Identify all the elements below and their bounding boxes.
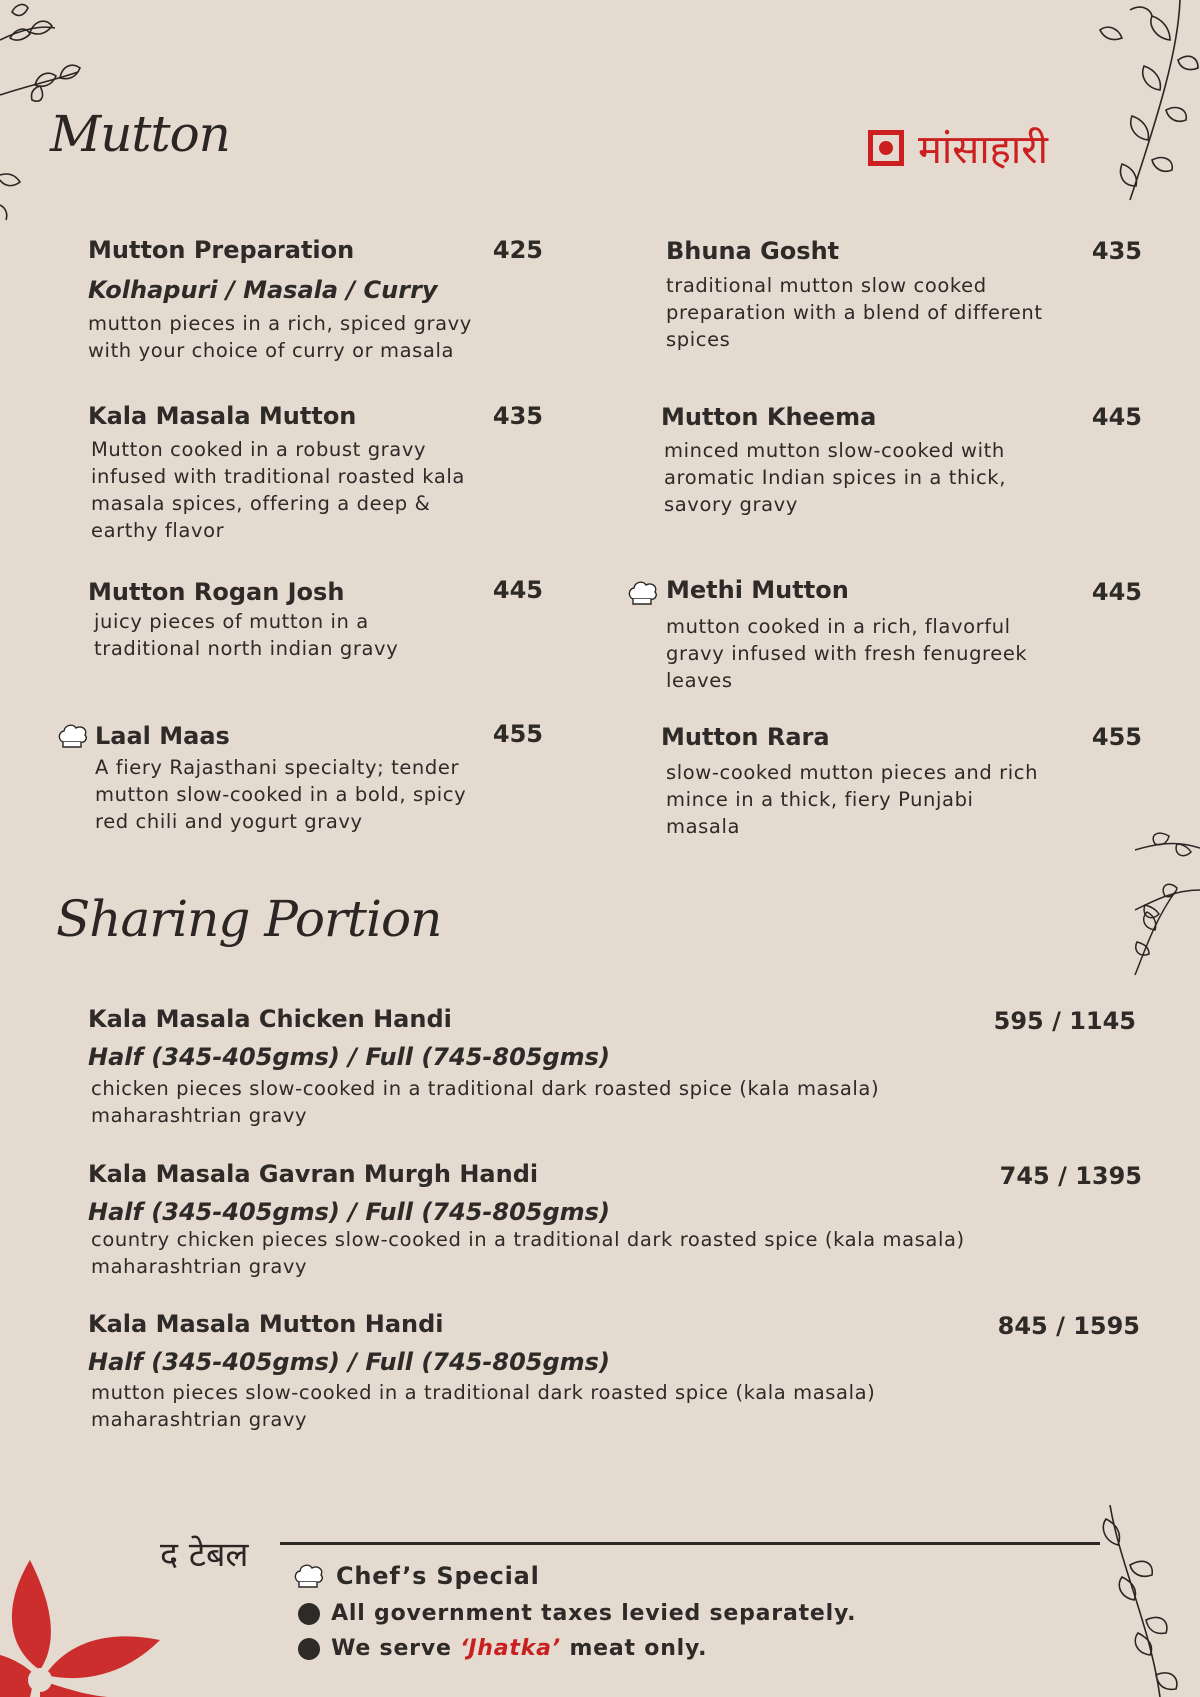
non-veg-badge bbox=[868, 120, 1048, 175]
note-meat-highlight: ‘Jhatka’ bbox=[460, 1636, 561, 1661]
item-description-line: mutton cooked in a rich, flavorful bbox=[666, 615, 1011, 638]
item-price: 455 bbox=[492, 720, 543, 748]
item-description-line: maharashtrian gravy bbox=[91, 1408, 308, 1431]
item-price: 435 bbox=[1091, 237, 1142, 265]
item-description-line: infused with traditional roasted kala bbox=[91, 465, 465, 488]
note-meat-suffix: meat only. bbox=[560, 1636, 708, 1661]
item-name: Mutton Kheema bbox=[661, 403, 877, 431]
item-price: 445 bbox=[1091, 403, 1142, 431]
item-name: Kala Masala Mutton Handi bbox=[88, 1310, 444, 1338]
item-price: 445 bbox=[1091, 578, 1142, 606]
item-description-line: juicy pieces of mutton in a bbox=[94, 610, 369, 633]
item-variants: Kolhapuri / Masala / Curry bbox=[88, 276, 438, 304]
item-description-line: slow-cooked mutton pieces and rich bbox=[666, 761, 1039, 784]
leaf-decoration-top-right bbox=[1060, 0, 1200, 210]
item-name: Methi Mutton bbox=[666, 576, 849, 604]
note-taxes bbox=[298, 1601, 856, 1626]
note-meat bbox=[298, 1636, 707, 1661]
item-price: 595 / 1145 bbox=[993, 1007, 1136, 1035]
item-description-line: red chili and yogurt gravy bbox=[95, 810, 363, 833]
item-description-line: maharashtrian gravy bbox=[91, 1255, 308, 1278]
item-name: Kala Masala Mutton bbox=[88, 402, 357, 430]
mutton-section-title: Mutton bbox=[50, 105, 230, 163]
item-description-line: Mutton cooked in a robust gravy bbox=[91, 438, 427, 461]
item-variants: Half (345-405gms) / Full (745-805gms) bbox=[88, 1198, 610, 1226]
bullet-icon bbox=[298, 1603, 320, 1625]
item-price: 845 / 1595 bbox=[997, 1312, 1140, 1340]
item-description-line: aromatic Indian spices in a thick, bbox=[664, 466, 1006, 489]
item-description-line: earthy flavor bbox=[91, 519, 225, 542]
item-price: 425 bbox=[492, 236, 543, 264]
item-name: Laal Maas bbox=[95, 722, 230, 750]
item-description-line: traditional mutton slow cooked bbox=[666, 274, 987, 297]
item-description-line: mutton pieces in a rich, spiced gravy bbox=[88, 312, 472, 335]
chef-hat-icon bbox=[627, 579, 659, 607]
item-description-line: savory gravy bbox=[664, 493, 798, 516]
item-name: Mutton Rogan Josh bbox=[88, 578, 345, 606]
chef-hat-icon bbox=[293, 1562, 325, 1590]
item-description-line: mince in a thick, fiery Punjabi bbox=[666, 788, 974, 811]
item-description-line: spices bbox=[666, 328, 731, 351]
item-price: 445 bbox=[492, 576, 543, 604]
bullet-icon bbox=[298, 1638, 320, 1660]
item-name: Kala Masala Chicken Handi bbox=[88, 1005, 452, 1033]
leaf-decoration-bottom-right bbox=[1090, 1505, 1200, 1697]
item-variants: Half (345-405gms) / Full (745-805gms) bbox=[88, 1043, 610, 1071]
item-variants: Half (345-405gms) / Full (745-805gms) bbox=[88, 1348, 610, 1376]
note-taxes-text: All government taxes levied separately. bbox=[331, 1601, 857, 1626]
item-description-line: gravy infused with fresh fenugreek bbox=[666, 642, 1028, 665]
chef-special-legend: Chef’s Special bbox=[336, 1562, 540, 1590]
item-name: Mutton Preparation bbox=[88, 236, 355, 264]
item-description-line: maharashtrian gravy bbox=[91, 1104, 308, 1127]
item-description-line: masala spices, offering a deep & bbox=[91, 492, 431, 515]
item-description-line: leaves bbox=[666, 669, 733, 692]
item-description-line: country chicken pieces slow-cooked in a traditional dark roasted spice (kala masala) bbox=[91, 1228, 965, 1251]
brand-logo-text: द टेबल bbox=[160, 1535, 249, 1575]
sharing-portion-section-title: Sharing Portion bbox=[56, 890, 442, 948]
non-veg-label: मांसाहारी bbox=[918, 127, 1048, 173]
leaf-decoration-mid-right bbox=[1115, 830, 1200, 980]
chef-hat-icon bbox=[57, 722, 89, 750]
footer-divider bbox=[280, 1542, 1100, 1545]
item-price: 435 bbox=[492, 402, 543, 430]
item-description-line: with your choice of curry or masala bbox=[88, 339, 455, 362]
non-veg-icon bbox=[868, 130, 904, 166]
note-meat-prefix: We serve bbox=[331, 1636, 461, 1661]
item-name: Kala Masala Gavran Murgh Handi bbox=[88, 1160, 539, 1188]
item-price: 745 / 1395 bbox=[999, 1162, 1142, 1190]
item-description-line: preparation with a blend of different bbox=[666, 301, 1043, 324]
item-description-line: masala bbox=[666, 815, 741, 838]
item-price: 455 bbox=[1091, 723, 1142, 751]
item-description-line: mutton pieces slow-cooked in a traditional dark roasted spice (kala masala) bbox=[91, 1381, 876, 1404]
item-description-line: chicken pieces slow-cooked in a traditional dark roasted spice (kala masala) bbox=[91, 1077, 880, 1100]
red-flower-decoration bbox=[0, 1540, 180, 1697]
item-description-line: minced mutton slow-cooked with bbox=[664, 439, 1005, 462]
item-description-line: A fiery Rajasthani specialty; tender bbox=[95, 756, 460, 779]
item-description-line: traditional north indian gravy bbox=[94, 637, 399, 660]
item-description-line: mutton slow-cooked in a bold, spicy bbox=[95, 783, 467, 806]
item-name: Bhuna Gosht bbox=[666, 237, 840, 265]
item-name: Mutton Rara bbox=[661, 723, 830, 751]
